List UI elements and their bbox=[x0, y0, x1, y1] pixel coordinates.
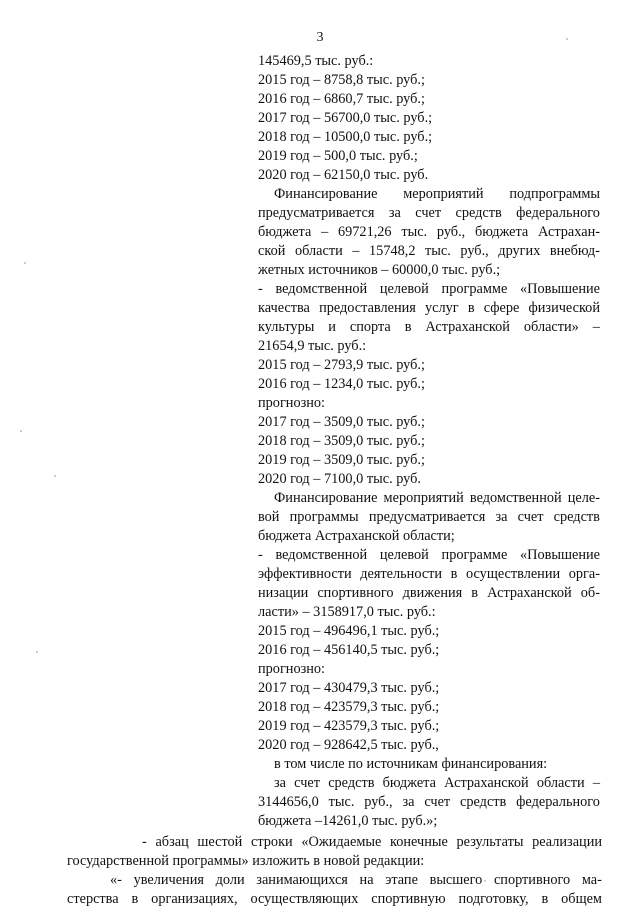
text-line: 2020 год – 928642,5 тыс. руб., bbox=[258, 737, 439, 753]
word: результаты bbox=[456, 834, 524, 850]
word: программе bbox=[441, 547, 508, 563]
word: культуры bbox=[258, 319, 315, 335]
text-line: 21654,9 тыс. руб.: bbox=[258, 338, 367, 354]
text-line: 2018 год – 423579,3 тыс. руб.; bbox=[258, 699, 440, 715]
word: – bbox=[352, 243, 360, 259]
word: целе- bbox=[567, 490, 600, 506]
text-line: прогнозно: bbox=[258, 661, 326, 677]
word: области» bbox=[523, 319, 579, 335]
justified-line bbox=[258, 565, 600, 583]
justified-line bbox=[274, 489, 600, 507]
scan-speck bbox=[20, 430, 22, 432]
text-line: бюджета Астраханской области; bbox=[258, 528, 455, 544]
text-line: жетных источников – 60000,0 тыс. руб.; bbox=[258, 262, 501, 278]
word: счет bbox=[294, 775, 321, 791]
text-line: 145469,5 тыс. руб.: bbox=[258, 53, 374, 69]
text-line: 2017 год – 56700,0 тыс. руб.; bbox=[258, 110, 433, 126]
text-line: 2019 год – 3509,0 тыс. руб.; bbox=[258, 452, 425, 468]
word: внебюд- bbox=[549, 243, 600, 259]
word: спорта bbox=[349, 319, 391, 335]
word: увеличения bbox=[133, 872, 204, 888]
word: средств bbox=[460, 794, 507, 810]
word: руб., bbox=[460, 243, 489, 259]
word: строки bbox=[251, 834, 293, 850]
word: средств bbox=[455, 205, 502, 221]
word: вой bbox=[258, 509, 280, 525]
text-line: прогнозно: bbox=[258, 395, 326, 411]
text-line: 2015 год – 8758,8 тыс. руб.; bbox=[258, 72, 425, 88]
word: за bbox=[402, 794, 415, 810]
text-line: ласти» – 3158917,0 тыс. руб.: bbox=[258, 604, 436, 620]
scan-speck bbox=[54, 475, 56, 477]
scan-speck bbox=[24, 262, 26, 264]
word: области bbox=[536, 775, 585, 791]
word: качества bbox=[258, 300, 310, 316]
word: спортивного bbox=[493, 872, 571, 888]
word: целевой bbox=[379, 547, 429, 563]
word: - bbox=[258, 281, 263, 297]
scan-speck bbox=[484, 880, 486, 882]
word: области bbox=[294, 243, 343, 259]
justified-line bbox=[142, 833, 602, 851]
text-line: 2020 год – 7100,0 тыс. руб. bbox=[258, 471, 421, 487]
text-line: 2018 год – 3509,0 тыс. руб.; bbox=[258, 433, 425, 449]
justified-line bbox=[274, 185, 600, 203]
word: подпрограммы bbox=[509, 186, 600, 202]
word: ской bbox=[258, 243, 286, 259]
word: осуществлении bbox=[466, 566, 561, 582]
word: реализации bbox=[532, 834, 602, 850]
justified-line bbox=[258, 280, 600, 298]
justified-line bbox=[258, 299, 600, 317]
justified-line bbox=[67, 890, 602, 908]
word: орга- bbox=[568, 566, 600, 582]
word: 69721,26 bbox=[337, 224, 392, 240]
word: руб., bbox=[436, 224, 466, 240]
word: Астрахан- bbox=[538, 224, 600, 240]
word: подготовку, bbox=[458, 891, 529, 907]
word: в bbox=[450, 566, 458, 582]
justified-line bbox=[258, 546, 600, 564]
word: тыс. bbox=[425, 243, 451, 259]
word: тыс. bbox=[401, 224, 428, 240]
word: эффективности bbox=[258, 566, 352, 582]
word: Финансирование bbox=[274, 490, 378, 506]
justified-line bbox=[258, 318, 600, 336]
word: конечные bbox=[390, 834, 448, 850]
page-number: 3 bbox=[316, 30, 324, 45]
word: спортивную bbox=[371, 891, 446, 907]
word: стерства bbox=[67, 891, 119, 907]
justified-line bbox=[258, 223, 600, 241]
text-line: 2020 год – 62150,0 тыс. руб. bbox=[258, 167, 429, 183]
word: сфере bbox=[483, 300, 520, 316]
justified-line bbox=[258, 242, 600, 260]
word: высшего bbox=[429, 872, 483, 888]
word: этапе bbox=[385, 872, 418, 888]
word: федерального bbox=[516, 205, 600, 221]
word: услуг bbox=[425, 300, 459, 316]
word: Финансирование bbox=[274, 186, 378, 202]
text-line: 2016 год – 6860,7 тыс. руб.; bbox=[258, 91, 425, 107]
word: - bbox=[258, 547, 263, 563]
word: 15748,2 bbox=[369, 243, 416, 259]
word: программы bbox=[289, 509, 359, 525]
word: – bbox=[592, 775, 600, 791]
word: программе bbox=[441, 281, 508, 297]
word: спортивного bbox=[317, 585, 394, 601]
text-line: 2015 год – 496496,1 тыс. руб.; bbox=[258, 623, 440, 639]
word: – bbox=[592, 319, 600, 335]
word: общем bbox=[561, 891, 602, 907]
word: в bbox=[404, 319, 412, 335]
word: осуществляющих bbox=[250, 891, 359, 907]
word: - bbox=[142, 834, 147, 850]
justified-line bbox=[258, 204, 600, 222]
word: Астраханской bbox=[487, 585, 572, 601]
word: Астраханской bbox=[425, 319, 510, 335]
justified-line bbox=[258, 584, 600, 602]
text-line: 2019 год – 500,0 тыс. руб.; bbox=[258, 148, 418, 164]
word: за bbox=[495, 509, 508, 525]
word: бюджета bbox=[382, 775, 436, 791]
word: – bbox=[321, 224, 329, 240]
word: деятельности bbox=[360, 566, 443, 582]
word: счет bbox=[424, 794, 451, 810]
word: целевой bbox=[379, 281, 429, 297]
text-line: в том числе по источникам финансирования: bbox=[274, 756, 548, 772]
scan-speck bbox=[36, 651, 38, 653]
word: за bbox=[274, 775, 286, 791]
word: ведомственной bbox=[275, 547, 368, 563]
word: руб., bbox=[364, 794, 393, 810]
word: предусматривается bbox=[258, 205, 375, 221]
word: «Ожидаемые bbox=[301, 834, 382, 850]
justified-line bbox=[110, 871, 602, 889]
word: низации bbox=[258, 585, 309, 601]
text-line: 2017 год – 430479,3 тыс. руб.; bbox=[258, 680, 440, 696]
text-line: 2019 год – 423579,3 тыс. руб.; bbox=[258, 718, 440, 734]
scan-speck bbox=[566, 38, 568, 40]
word: в bbox=[131, 891, 139, 907]
word: мероприятий bbox=[383, 490, 464, 506]
word: других bbox=[498, 243, 541, 259]
word: «- bbox=[110, 872, 122, 888]
word: предоставления bbox=[319, 300, 416, 316]
justified-line bbox=[274, 774, 600, 792]
word: занимающихся bbox=[256, 872, 348, 888]
text-line: 2018 год – 10500,0 тыс. руб.; bbox=[258, 129, 433, 145]
word: бюджета bbox=[258, 224, 312, 240]
word: тыс. bbox=[328, 794, 355, 810]
word: бюджета bbox=[474, 224, 529, 240]
word: об- bbox=[580, 585, 600, 601]
word: в bbox=[471, 585, 479, 601]
word: шестой bbox=[197, 834, 243, 850]
word: федерального bbox=[516, 794, 600, 810]
word: Астраханской bbox=[444, 775, 529, 791]
word: мероприятий bbox=[403, 186, 484, 202]
word: средств bbox=[553, 509, 600, 525]
word: организациях, bbox=[151, 891, 238, 907]
word: движения bbox=[402, 585, 463, 601]
word: средств bbox=[328, 775, 375, 791]
word: ведомственной bbox=[275, 281, 368, 297]
word: «Повышение bbox=[520, 547, 600, 563]
word: абзац bbox=[155, 834, 189, 850]
word: и bbox=[328, 319, 336, 335]
word: «Повышение bbox=[520, 281, 600, 297]
text-line: государственной программы» изложить в новой редакции: bbox=[67, 853, 425, 869]
justified-line bbox=[258, 793, 600, 811]
text-line: 2016 год – 456140,5 тыс. руб.; bbox=[258, 642, 440, 658]
text-line: 2016 год – 1234,0 тыс. руб.; bbox=[258, 376, 425, 392]
word: 3144656,0 bbox=[258, 794, 319, 810]
word: счет bbox=[517, 509, 544, 525]
word: за bbox=[388, 205, 401, 221]
word: в bbox=[541, 891, 549, 907]
word: ведомственной bbox=[469, 490, 562, 506]
word: ма- bbox=[581, 872, 602, 888]
text-line: 2017 год – 3509,0 тыс. руб.; bbox=[258, 414, 425, 430]
word: счет bbox=[415, 205, 442, 221]
text-line: бюджета –14261,0 тыс. руб.»; bbox=[258, 813, 438, 829]
word: на bbox=[359, 872, 374, 888]
word: доли bbox=[215, 872, 245, 888]
text-line: 2015 год – 2793,9 тыс. руб.; bbox=[258, 357, 425, 373]
word: предусматривается bbox=[368, 509, 486, 525]
word: в bbox=[467, 300, 475, 316]
word: физической bbox=[528, 300, 600, 316]
justified-line bbox=[258, 508, 600, 526]
